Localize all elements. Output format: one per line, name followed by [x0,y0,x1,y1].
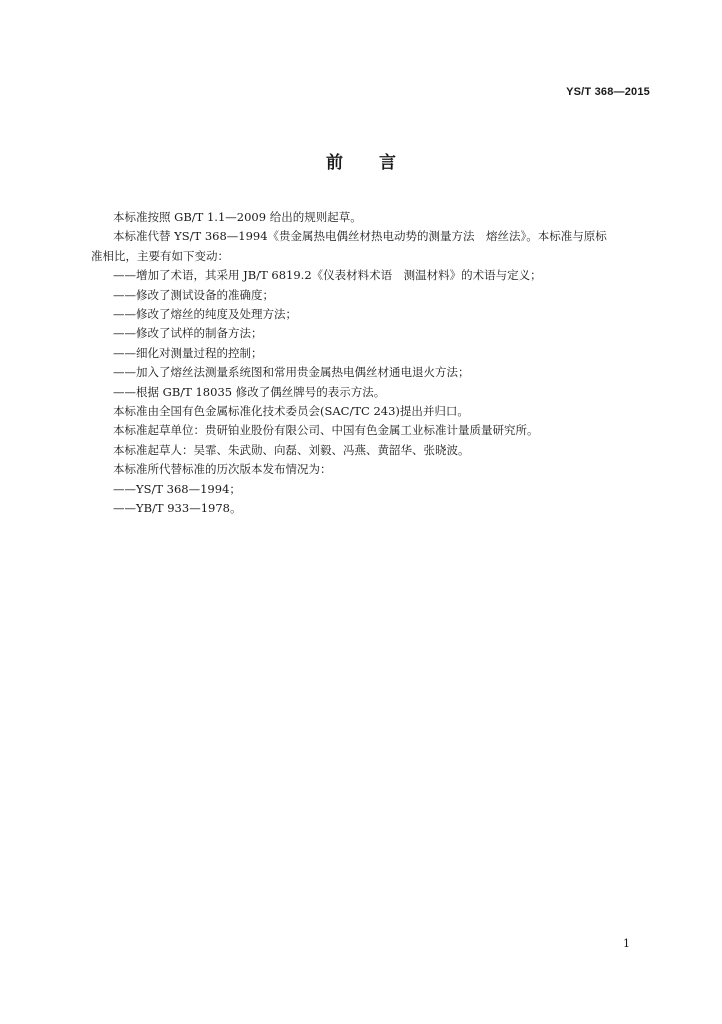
change-item: ——根据 GB/T 18035 修改了偶丝牌号的表示方法。 [113,384,386,399]
change-item: ——修改了测试设备的准确度； [113,287,274,302]
page-title: 前言 [326,153,432,173]
standard-number: YS/T 368—2015 [566,86,650,98]
paragraph-replaces-line2: 准相比，主要有如下变动： [91,248,229,263]
paragraph-drafting-units: 本标准起草单位：贵研铂业股份有限公司、中国有色金属工业标准计量质量研究所。 [113,423,539,438]
paragraph-history-intro: 本标准所代替标准的历次版本发布情况为： [113,462,332,477]
paragraph-drafting-rules: 本标准按照 GB/T 1.1—2009 给出的规则起草。 [113,210,362,224]
paragraph-drafters: 本标准起草人：吴霏、朱武勋、向磊、刘毅、冯燕、黄韶华、张晓波。 [113,442,470,457]
paragraph-proposed-by: 本标准由全国有色金属标准化技术委员会(SAC/TC 243)提出并归口。 [113,404,469,419]
change-item: ——细化对测量过程的控制； [113,345,263,360]
foreword-body [91,208,653,519]
history-item: ——YB/T 933—1978。 [113,501,242,516]
change-item: ——增加了术语，其采用 JB/T 6819.2《仪表材料术语 测温材料》的术语与定义； [113,268,542,283]
change-item: ——修改了试样的制备方法； [113,326,263,341]
page-number: 1 [623,937,630,950]
change-item: ——加入了熔丝法测量系统图和常用贵金属热电偶丝材通电退火方法； [113,365,470,380]
history-item: ——YS/T 368—1994； [113,481,241,496]
paragraph-replaces-line1: 本标准代替 YS/T 368—1994《贵金属热电偶丝材热电动势的测量方法 熔丝法》。本标准与原标 [113,229,607,244]
change-item: ——修改了熔丝的纯度及处理方法； [113,307,297,322]
